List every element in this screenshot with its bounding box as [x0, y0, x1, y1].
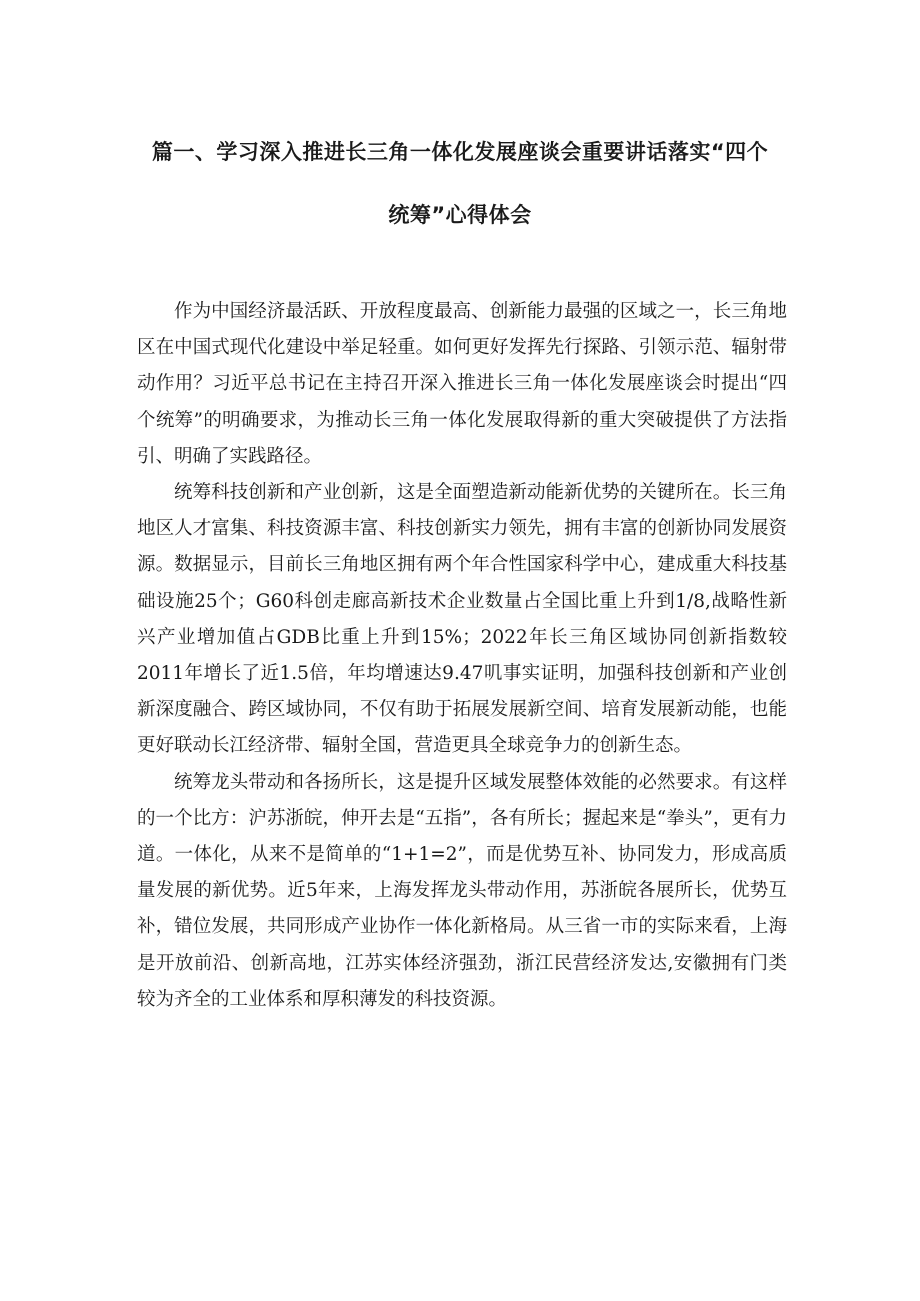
- document-body: [137, 294, 787, 1018]
- document-title-line-2: 统筹”心得体会: [388, 203, 532, 227]
- document-title-line-1: 篇一、学习深入推进长三角一体化发展座谈会重要讲话落实“四个: [151, 140, 769, 164]
- paragraph-1: 作为中国经济最活跃、开放程度最高、创新能力最强的区域之一，长三角地区在中国式现代化建设中举足轻重。如何更好发挥先行探路、引领示范、辐射带动作用？习近平总书记在主持召开深入推进长三角一体化发展座谈会时提出“四个统筹”的明确要求，为推动长三角一体化发展取得新的重大突破提供了方法指引、明确了实践路径。: [137, 301, 787, 467]
- paragraph-3: 统筹龙头带动和各扬所长，这是提升区域发展整体效能的必然要求。有这样的一个比方：沪苏浙皖，伸开去是“五指”，各有所长；握起来是“拳头”，更有力道。一体化，从来不是简单的“1+1=2”，而是优势互补、协同发力，形成高质量发展的新优势。近5年来，上海发挥龙头带动作用，苏浙皖各展所长，优势互补，错位发展，共同形成产业协作一体化新格局。从三省一市的实际来看，上海是开放前沿、创新高地，江苏实体经济强劲，浙江民营经济发达,安徽拥有门类较为齐全的工业体系和厚积薄发的科技资源。: [137, 771, 787, 1010]
- paragraph-2: 统筹科技创新和产业创新，这是全面塑造新动能新优势的关键所在。长三角地区人才富集、科技资源丰富、科技创新实力领先，拥有丰富的创新协同发展资源。数据显示，目前长三角地区拥有两个年合性国家科学中心，建成重大科技基础设施25个；G60科创走廊高新技术企业数量占全国比重上升到1/8,战略性新兴产业增加值占GDB比重上升到15%；2022年长三角区域协同创新指数较2011年增长了近1.5倍，年均增速达9.47叽事实证明，加强科技创新和产业创新深度融合、跨区域协同，不仅有助于拓展发展新空间、培育发展新动能，也能更好联动长江经济带、辐射全国，营造更具全球竞争力的创新生态。: [137, 482, 787, 757]
